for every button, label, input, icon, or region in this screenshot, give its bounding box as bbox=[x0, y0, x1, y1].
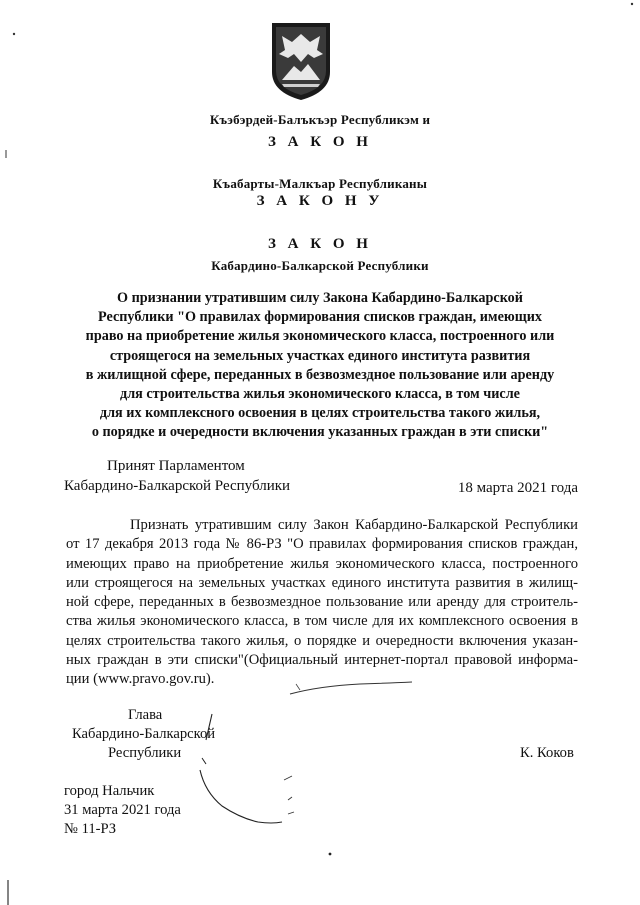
coat-of-arms-icon bbox=[270, 20, 332, 102]
header-russian-law: З А К О Н bbox=[268, 236, 372, 252]
title-line: право на приобретение жилья экономического класса, построенного или bbox=[85, 328, 555, 345]
signature-title-2: Кабардино-Балкарской bbox=[72, 726, 216, 742]
signature-title-3: Республики bbox=[108, 745, 182, 761]
footer-city: город Нальчик bbox=[64, 783, 155, 799]
signatory-name: К. Коков bbox=[520, 745, 574, 761]
footer-number: № 11-РЗ bbox=[64, 821, 117, 837]
body-line: ства жилья экономического класса, в том числе для их комплексного освоения в bbox=[66, 613, 578, 630]
title-line: строящегося на земельных участках единого института развития bbox=[109, 347, 531, 364]
header-kabardian-law: З А К О Н bbox=[268, 134, 372, 150]
signature-title-1: Глава bbox=[128, 707, 163, 723]
header-balkar-line: Къабарты-Малкъар Республиканы bbox=[212, 176, 428, 191]
header-kabardian-line: Къэбэрдей-Балъкъэр Республикэм и bbox=[209, 112, 431, 127]
body-line: целях строительства такого жилья, о порядке и очередности включения указан- bbox=[66, 632, 578, 649]
title-line: Республики "О правилах формирования списков граждан, имеющих bbox=[98, 309, 542, 326]
law-title bbox=[60, 289, 580, 443]
body-line: от 17 декабря 2013 года № 86-РЗ "О правилах формирования списков граждан, bbox=[66, 536, 578, 553]
body-line: Признать утратившим силу Закон Кабардино-Балкарской Республики bbox=[130, 517, 578, 533]
title-line: О признании утратившим силу Закона Кабардино-Балкарской bbox=[117, 290, 523, 306]
body-line: ных граждан в эти списки"(Официальный интернет-портал правовой информа- bbox=[66, 652, 578, 669]
header-russian-line: Кабардино-Балкарской Республики bbox=[211, 258, 429, 273]
adoption-date: 18 марта 2021 года bbox=[457, 480, 578, 496]
header-balkar-law: З А К О Н У bbox=[256, 193, 384, 209]
footer-date: 31 марта 2021 года bbox=[64, 802, 181, 818]
body-line: имеющих право на приобретение жилья экономического класса, построенного bbox=[66, 555, 578, 572]
law-body bbox=[66, 516, 578, 690]
body-line: или строящегося на земельных участках единого института развития в жилищ- bbox=[66, 574, 578, 591]
body-line: ции (www.pravo.gov.ru). bbox=[66, 671, 215, 688]
title-line: о порядке и очередности включения указанных граждан в эти списки" bbox=[91, 424, 549, 441]
adoption-line-2: Кабардино-Балкарской Республики bbox=[64, 478, 291, 494]
title-line: для строительства жилья экономического класса, в том числе bbox=[120, 386, 520, 403]
adoption-line-1: Принят Парламентом bbox=[107, 458, 245, 474]
body-line: ной сфере, переданных в безвозмездное пользование или аренду для строитель- bbox=[66, 594, 578, 611]
title-line: в жилищной сфере, переданных в безвозмездное пользование или аренду bbox=[85, 366, 555, 383]
title-line: для их комплексного освоения в целях строительства такого жилья, bbox=[99, 405, 541, 422]
